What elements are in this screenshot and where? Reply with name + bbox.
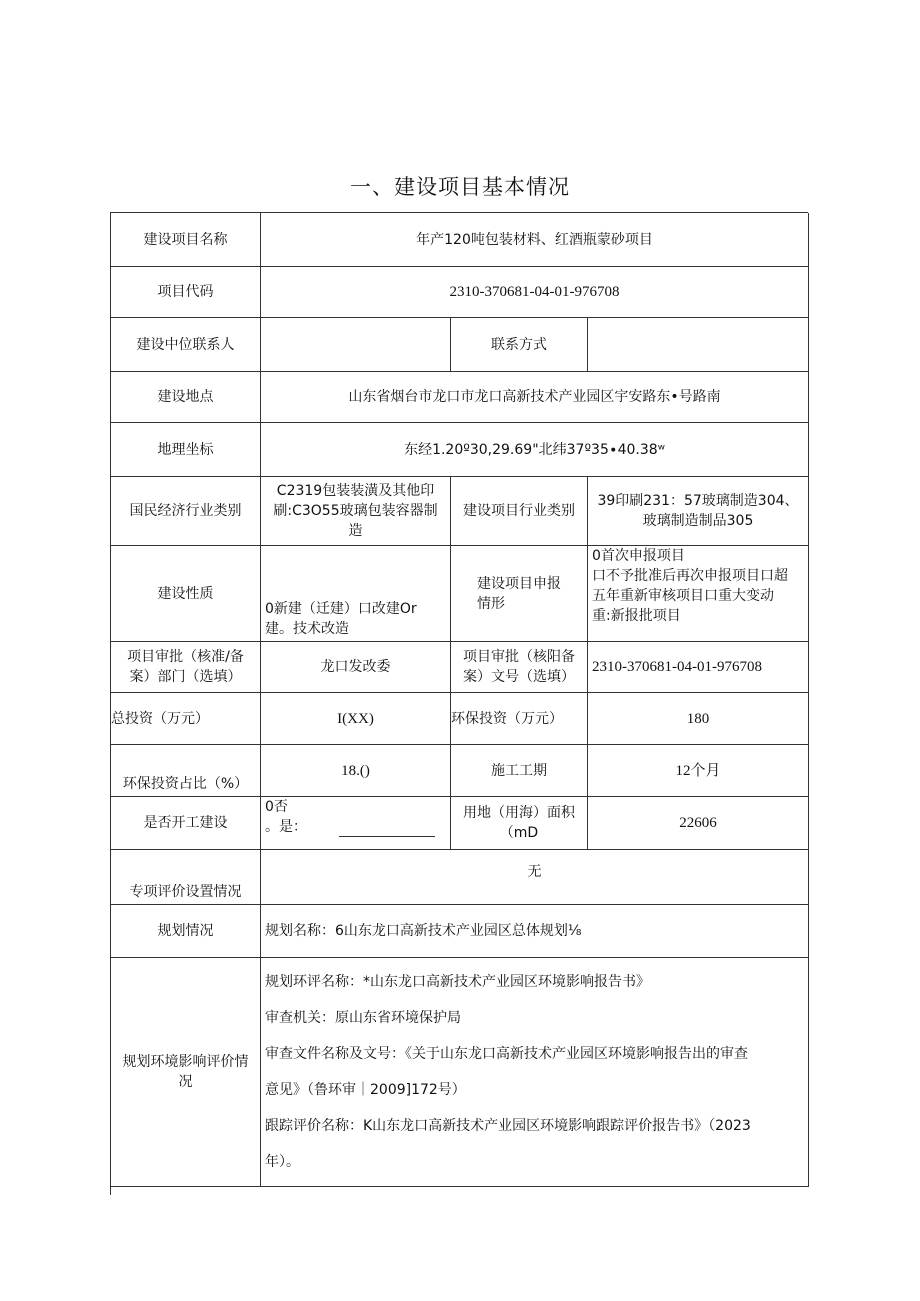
industry-value-line: 刷:C3O55玻璃包装容器制 bbox=[273, 503, 438, 519]
started-option-yes-row bbox=[265, 817, 435, 837]
report-case-line: 重:新报批项目 bbox=[592, 608, 681, 624]
plan-env-line: 审查机关：原山东省环境保护局 bbox=[265, 1010, 461, 1026]
started-option-yes: 。是： bbox=[265, 819, 307, 835]
construction-period-label: 施工工期 bbox=[451, 745, 588, 797]
coords-value: 东经1.20º30,29.69"北纬37º35∙40.38ʷ bbox=[261, 423, 809, 477]
project-name-label: 建设项目名称 bbox=[111, 213, 261, 267]
project-name-value: 年产120吨包装材料、红酒瓶蒙砂项目 bbox=[261, 213, 809, 267]
land-area-label bbox=[451, 797, 588, 850]
nature-value-line: 0新建（迁建）口改建Or bbox=[265, 601, 417, 617]
industry-value bbox=[261, 477, 451, 546]
investment-label: 总投资（万元） bbox=[111, 693, 261, 745]
report-case-label-line: 情形 bbox=[477, 595, 505, 612]
plan-env-value bbox=[261, 958, 809, 1187]
started-blank-line bbox=[339, 822, 435, 837]
plan-env-line: 意见》（鲁环审｜2009]172号） bbox=[265, 1082, 466, 1098]
plan-env-label bbox=[111, 958, 261, 1187]
special-eval-value: 无 bbox=[261, 850, 809, 905]
plan-env-label-line: 况 bbox=[178, 1074, 193, 1090]
nature-label: 建设性质 bbox=[111, 546, 261, 642]
industry-value-line: C2319包装装潢及其他印 bbox=[276, 483, 435, 499]
plan-env-line: 规划环评名称：*山东龙口高新技术产业园区环境影响报告书》 bbox=[265, 974, 650, 990]
planning-label: 规划情况 bbox=[111, 905, 261, 958]
project-info-table bbox=[110, 212, 808, 1195]
coords-label: 地理坐标 bbox=[111, 423, 261, 477]
project-industry-label: 建设项目行业类别 bbox=[451, 477, 588, 546]
approval-doc-label-line: 案）文号（选填） bbox=[463, 669, 575, 685]
project-code-value: 2310-370681-04-01-976708 bbox=[261, 267, 809, 318]
env-ratio-label: 环保投资占比（%） bbox=[111, 745, 261, 797]
env-ratio-value: 18.() bbox=[261, 745, 451, 797]
approval-dept-value: 龙口发改委 bbox=[261, 642, 451, 693]
started-options bbox=[261, 797, 451, 850]
land-area-label-line: 用地（用海）面积 bbox=[463, 805, 575, 821]
plan-env-line: 跟踪评价名称：K山东龙口高新技术产业园区环境影响跟踪评价报告书》（2023 bbox=[265, 1118, 751, 1134]
contact-label: 建设中位联系人 bbox=[111, 318, 261, 372]
location-label: 建设地点 bbox=[111, 372, 261, 423]
project-industry-line: 玻璃制造制品305 bbox=[642, 513, 754, 529]
report-case-value bbox=[588, 546, 809, 642]
plan-env-line: 年）。 bbox=[265, 1154, 300, 1170]
report-case-label bbox=[451, 546, 588, 642]
contact-value bbox=[261, 318, 451, 372]
approval-doc-label bbox=[451, 642, 588, 693]
location-value: 山东省烟台市龙口市龙口高新技术产业园区宇安路东•号路南 bbox=[261, 372, 809, 423]
construction-period-value: 12个月 bbox=[588, 745, 809, 797]
plan-env-label-line: 规划环境影响评价情 bbox=[122, 1054, 249, 1070]
report-case-label-line: 建设项目申报 bbox=[477, 575, 561, 592]
land-area-label-line: （mD bbox=[499, 825, 539, 841]
page-title: 一、建设项目基本情况 bbox=[350, 175, 570, 199]
approval-doc-label-line: 项目审批（核阳备 bbox=[463, 649, 575, 665]
env-investment-label: 环保投资（万元） bbox=[451, 693, 588, 745]
project-code-label: 项目代码 bbox=[111, 267, 261, 318]
env-investment-value: 180 bbox=[588, 693, 809, 745]
land-area-value: 22606 bbox=[588, 797, 809, 850]
contact-method-value bbox=[588, 318, 809, 372]
plan-env-line: 审查文件名称及文号：《关于山东龙口高新技术产业园区环境影响报告出的审查 bbox=[265, 1046, 748, 1062]
approval-dept-label-line: 项目审批（核准/备 bbox=[127, 649, 244, 665]
nature-value-line: 建。技术改造 bbox=[265, 621, 349, 637]
industry-value-line: 造 bbox=[348, 523, 363, 539]
planning-value: 规划名称：6山东龙口高新技术产业园区总体规划⅛ bbox=[261, 905, 809, 958]
approval-dept-label-line: 案）部门（选填） bbox=[129, 669, 242, 685]
started-option-no: 0否 bbox=[265, 799, 288, 815]
industry-label: 国民经济行业类别 bbox=[111, 477, 261, 546]
project-industry-value bbox=[588, 477, 809, 546]
started-label: 是否开工建设 bbox=[111, 797, 261, 850]
approval-doc-value: 2310-370681-04-01-976708 bbox=[588, 642, 809, 693]
report-case-line: 0首次申报项目 bbox=[592, 548, 685, 564]
approval-dept-label bbox=[111, 642, 261, 693]
report-case-line: 五年重新审核项目口重大变动 bbox=[592, 588, 774, 604]
investment-value: I(XX) bbox=[261, 693, 451, 745]
nature-value bbox=[261, 546, 451, 642]
special-eval-label: 专项评价设置情况 bbox=[111, 850, 261, 905]
project-industry-line: 39印刷231：57玻璃制造304、 bbox=[597, 493, 799, 509]
contact-method-label: 联系方式 bbox=[451, 318, 588, 372]
report-case-line: 口不予批准后再次申报项目口超 bbox=[592, 568, 788, 584]
